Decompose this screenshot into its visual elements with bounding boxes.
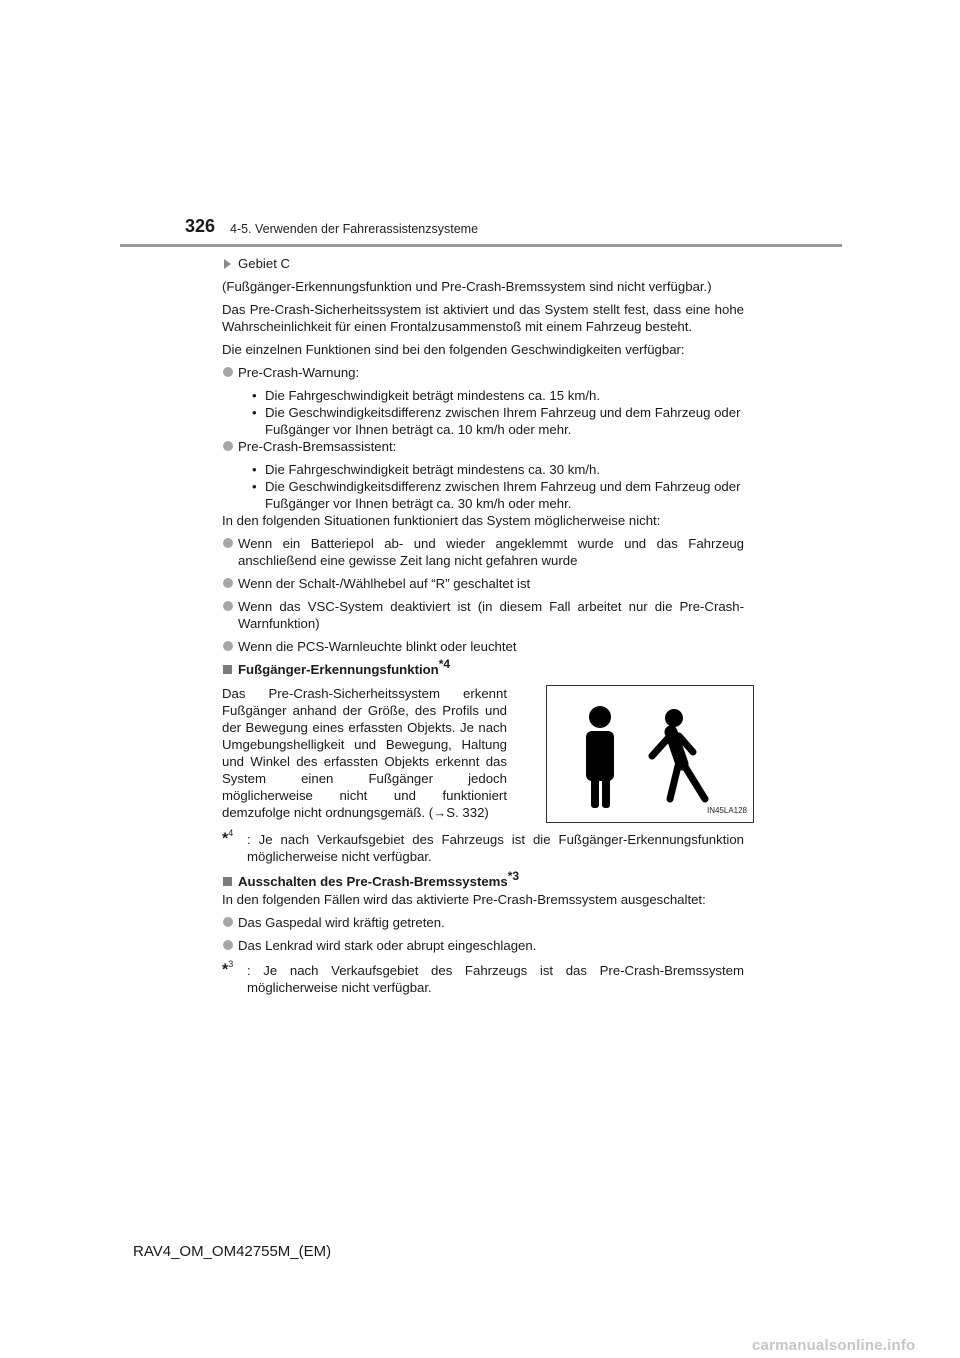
arrow-right-icon bbox=[224, 259, 231, 269]
footnote-mark: *$^3$ bbox=[222, 959, 234, 979]
list-item bbox=[222, 937, 744, 954]
list-item bbox=[222, 535, 744, 569]
brake-assist-title bbox=[222, 438, 744, 455]
list-item-text: Die Fahrgeschwindigkeit beträgt mindestens ca. 15 km/h. bbox=[265, 388, 600, 403]
warning-list bbox=[222, 387, 744, 438]
page-number: 326 bbox=[185, 216, 216, 236]
list-item: • Die Fahrgeschwindigkeit beträgt mindestens ca. 30 km/h. bbox=[252, 462, 600, 477]
footnote-mark: *3 bbox=[507, 869, 520, 883]
footnote-mark: *$^4$ bbox=[222, 828, 234, 848]
square-bullet-icon bbox=[223, 877, 232, 886]
activation-text: Das Pre-Crash-Sicherheitssystem ist aktiviert und das System stellt fest, dass eine hohe Wahrscheinlichkeit für einen Frontalzusammenstoß mit einem Fahrzeug besteht. bbox=[222, 302, 744, 334]
list-item-text: Wenn der Schalt-/Wählhebel auf “R” geschaltet ist bbox=[238, 576, 531, 591]
list-item-text: Wenn das VSC-System deaktiviert ist (in diesem Fall arbeitet nur die Pre-Crash-Warnfunktion) bbox=[238, 599, 744, 631]
area-c-note: (Fußgänger-Erkennungsfunktion und Pre-Crash-Bremssystem sind nicht verfügbar.) bbox=[222, 279, 712, 294]
list-item: • Die Geschwindigkeitsdifferenz zwischen Ihrem Fahrzeug und dem Fahrzeug oder Fußgänger vor Ihnen beträgt ca. 10 km/h oder mehr. bbox=[252, 405, 741, 437]
pedestrian-heading bbox=[222, 657, 744, 679]
pedestrian-text: Das Pre-Crash-Sicherheitssystem erkennt Fußgänger anhand der Größe, des Profils und der Bewegung eines erfassten Objekts. Je nach Umgebungshelligkeit und Bewegung, Haltung und Winkel des erfassten Objekts erkennt das System einen Fußgänger jedoch möglicherweise nicht und funktioniert demzufolge nicht ordnungsgemäß. (→S. 332) bbox=[222, 686, 507, 820]
header-rule bbox=[120, 244, 842, 247]
list-item: • Die Fahrgeschwindigkeit beträgt mindestens ca. 15 km/h. bbox=[252, 388, 600, 403]
page-content bbox=[222, 255, 747, 996]
standing-person-icon bbox=[586, 706, 614, 808]
footnote-number: 3 bbox=[228, 959, 234, 969]
list-item-text: Das Lenkrad wird stark oder abrupt eingeschlagen. bbox=[238, 938, 537, 953]
chapter-title: 4-5. Verwenden der Fahrerassistenzsysteme bbox=[230, 222, 479, 236]
pedestrian-heading-text: Fußgänger-Erkennungsfunktion bbox=[238, 662, 439, 677]
list-item-text: Wenn ein Batteriepol ab- und wieder angeklemmt wurde und das Fahrzeug anschließend eine gewisse Zeit lang nicht gefahren wurde bbox=[238, 536, 744, 568]
brake-assist-list bbox=[222, 461, 744, 512]
pedestrian-section bbox=[222, 685, 747, 823]
footnote-text: : Je nach Verkaufsgebiet des Fahrzeugs ist die Fußgänger-Erkennungsfunktion möglicherweise nicht verfügbar. bbox=[247, 832, 744, 864]
bullet-circle-icon bbox=[223, 917, 233, 927]
warning-title-text: Pre-Crash-Warnung: bbox=[238, 365, 360, 380]
disable-heading bbox=[222, 869, 744, 891]
disable-intro: In den folgenden Fällen wird das aktivierte Pre-Crash-Bremssystem ausgeschaltet: bbox=[222, 892, 706, 907]
footnote-4 bbox=[222, 828, 744, 865]
bullet-circle-icon bbox=[223, 601, 233, 611]
list-item-text: Das Gaspedal wird kräftig getreten. bbox=[238, 915, 445, 930]
footnote-3 bbox=[222, 959, 744, 996]
square-bullet-icon bbox=[223, 665, 232, 674]
list-item-text: Die Geschwindigkeitsdifferenz zwischen Ihrem Fahrzeug und dem Fahrzeug oder Fußgänger vor Ihnen beträgt ca. 30 km/h oder mehr. bbox=[265, 479, 741, 511]
list-item-text: Die Geschwindigkeitsdifferenz zwischen Ihrem Fahrzeug und dem Fahrzeug oder Fußgänger vor Ihnen beträgt ca. 10 km/h oder mehr. bbox=[265, 405, 741, 437]
list-item bbox=[222, 598, 744, 632]
bullet-circle-icon bbox=[223, 538, 233, 548]
document-code: RAV4_OM_OM42755M_(EM) bbox=[133, 1243, 332, 1260]
area-c-title: Gebiet C bbox=[238, 256, 291, 271]
brake-assist-title-text: Pre-Crash-Bremsassistent: bbox=[238, 439, 397, 454]
list-item bbox=[222, 575, 744, 592]
footnote-number: 4 bbox=[228, 828, 234, 838]
list-item-text: Die Fahrgeschwindigkeit beträgt mindestens ca. 30 km/h. bbox=[265, 462, 600, 477]
area-c-item bbox=[222, 255, 744, 272]
pedestrian-figure bbox=[546, 685, 754, 823]
watermark: carmanualsonline.info bbox=[752, 1337, 916, 1354]
disable-heading-text: Ausschalten des Pre-Crash-Bremssystems bbox=[238, 874, 508, 889]
list-item bbox=[222, 638, 744, 655]
footnote-mark: *4 bbox=[438, 657, 451, 671]
list-item-text: Wenn die PCS-Warnleuchte blinkt oder leuchtet bbox=[238, 639, 517, 654]
bullet-circle-icon bbox=[223, 578, 233, 588]
footnote-text: : Je nach Verkaufsgebiet des Fahrzeugs ist das Pre-Crash-Bremssystem möglicherweise nicht verfügbar. bbox=[247, 963, 744, 995]
walking-person-icon bbox=[652, 709, 705, 799]
bullet-circle-icon bbox=[223, 441, 233, 451]
situations-intro: In den folgenden Situationen funktioniert das System möglicherweise nicht: bbox=[222, 513, 661, 528]
bullet-circle-icon bbox=[223, 940, 233, 950]
warning-title bbox=[222, 364, 744, 381]
figure-code: IN45LA128 bbox=[706, 806, 747, 815]
bullet-circle-icon bbox=[223, 641, 233, 651]
speeds-intro: Die einzelnen Funktionen sind bei den folgenden Geschwindigkeiten verfügbar: bbox=[222, 342, 685, 357]
bullet-circle-icon bbox=[223, 367, 233, 377]
list-item bbox=[222, 914, 744, 931]
list-item: • Die Geschwindigkeitsdifferenz zwischen Ihrem Fahrzeug und dem Fahrzeug oder Fußgänger vor Ihnen beträgt ca. 30 km/h oder mehr. bbox=[252, 479, 741, 511]
